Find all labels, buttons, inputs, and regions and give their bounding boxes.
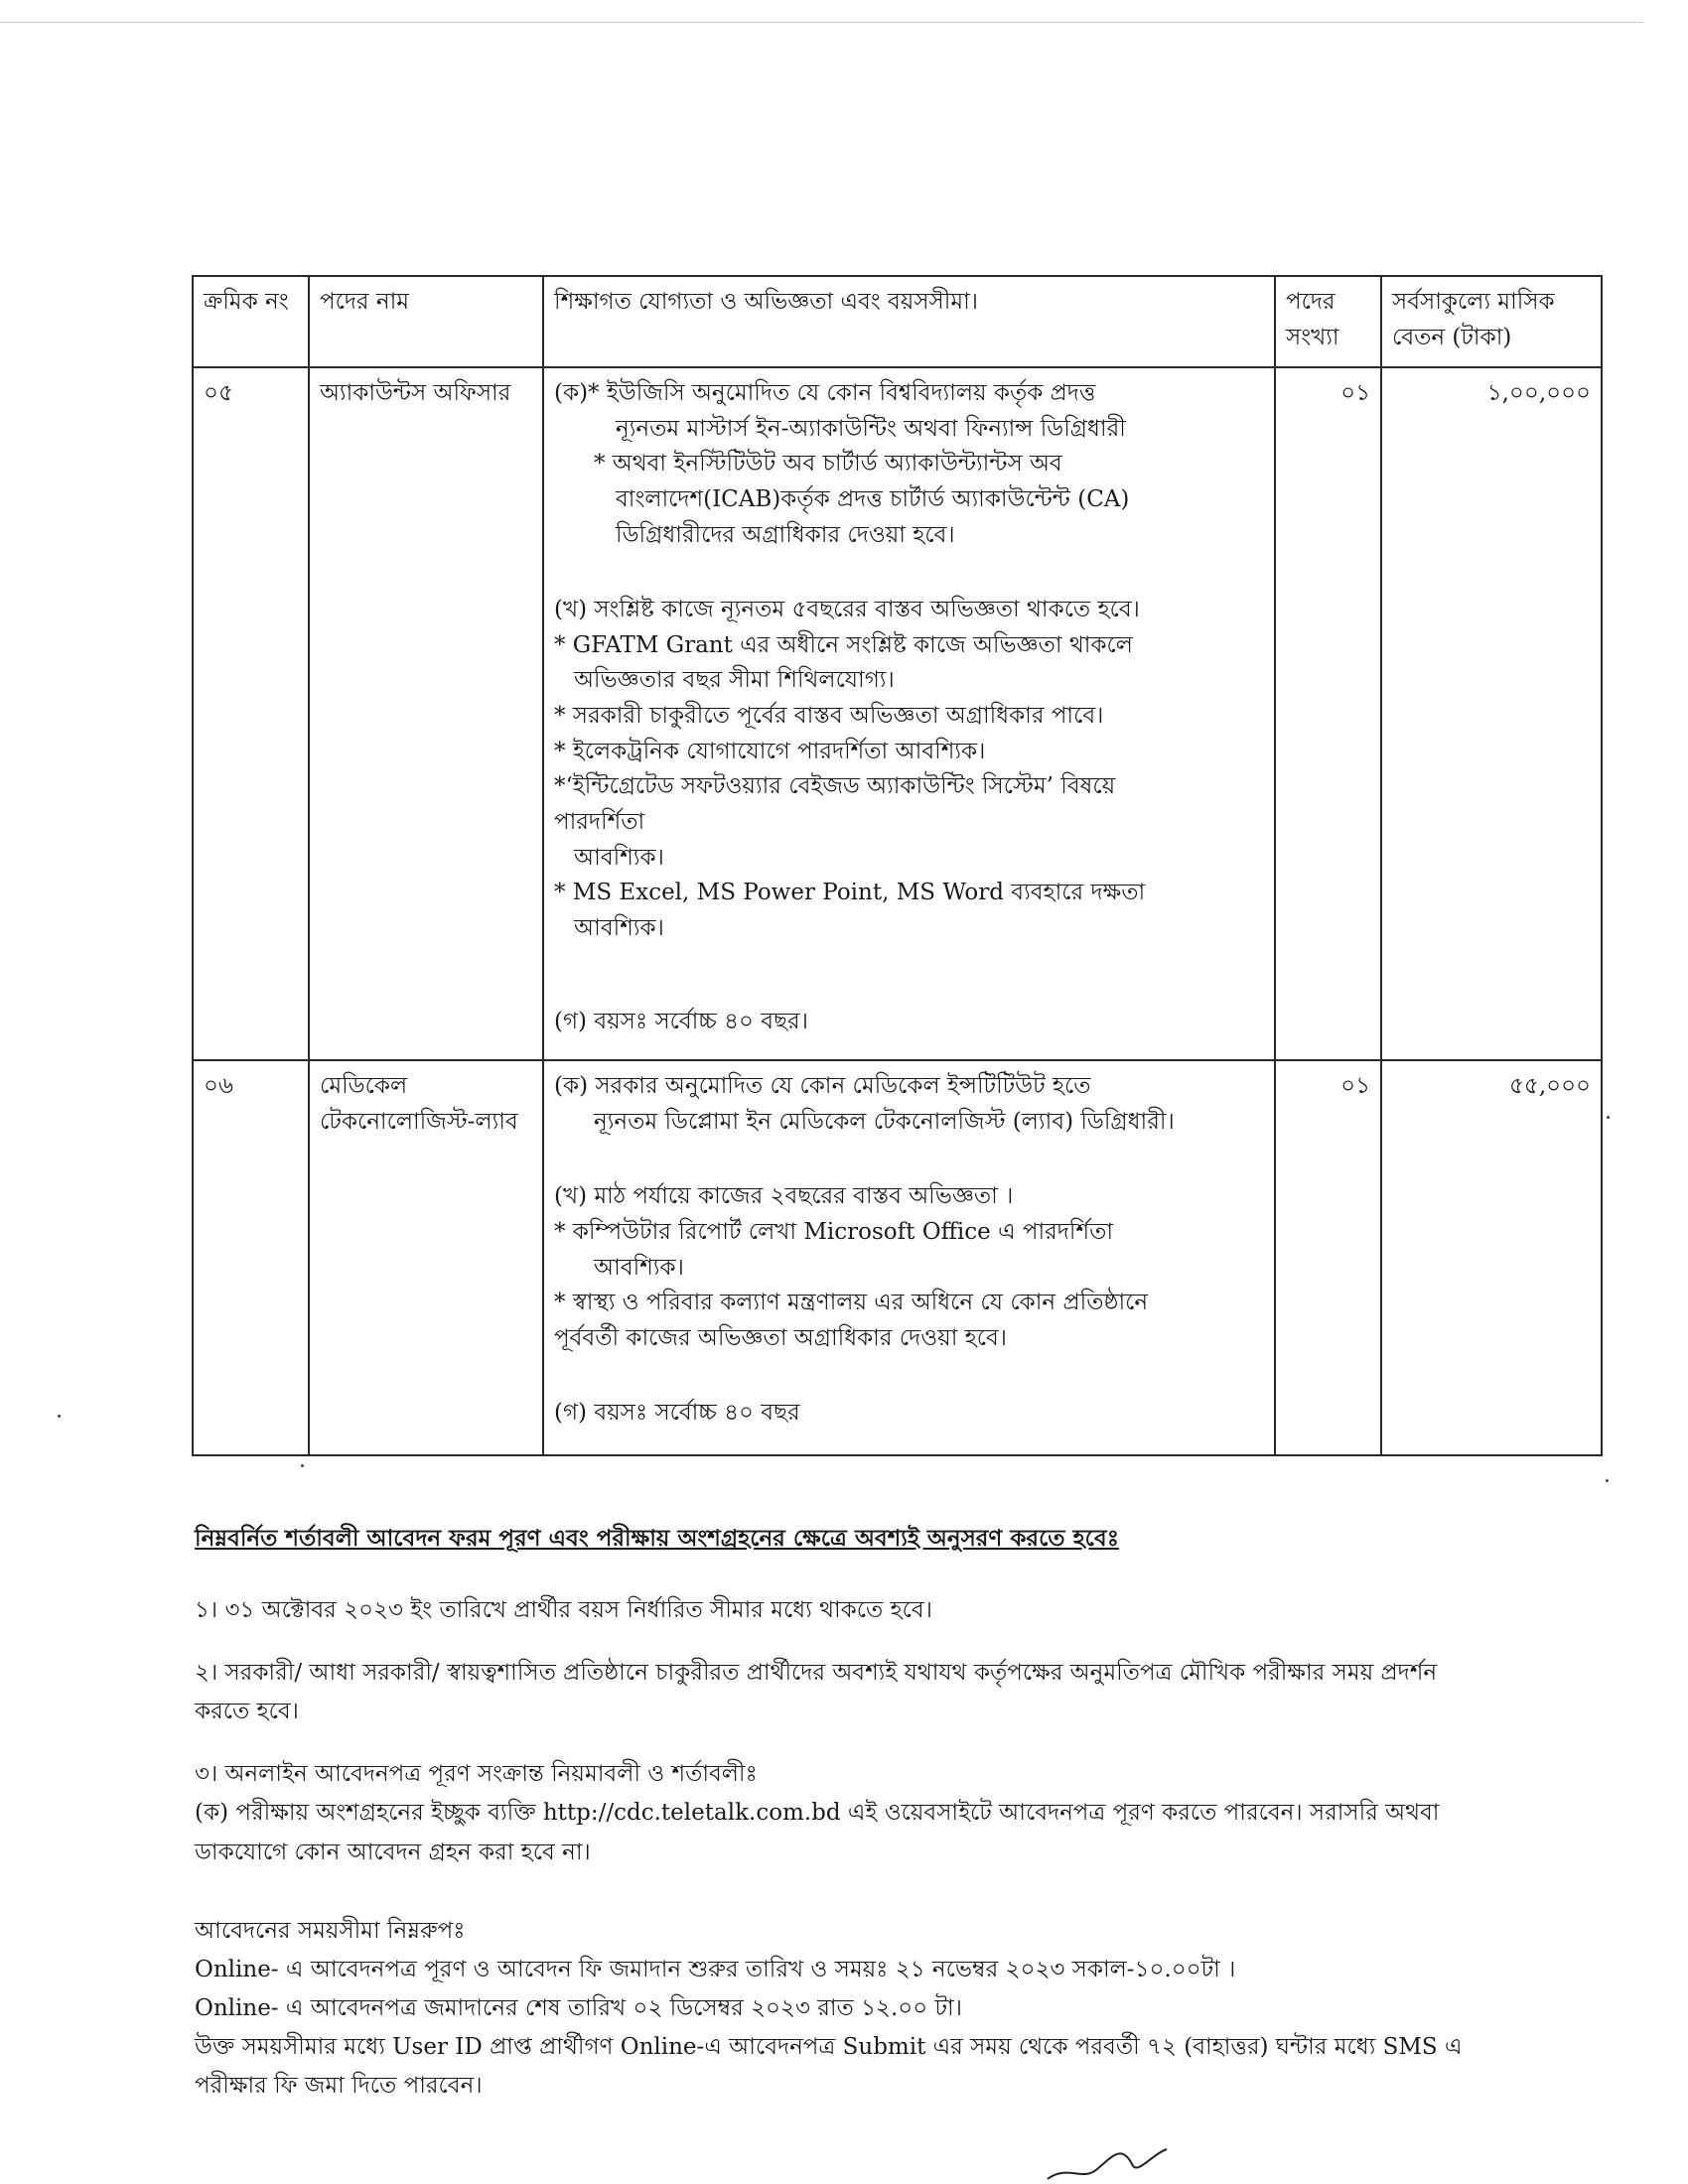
post-name-cell: অ্যাকাউন্টস অফিসার xyxy=(309,367,543,1060)
salary-cell: ১,০০,০০০ xyxy=(1381,367,1602,1060)
signature-mark xyxy=(1043,2134,1172,2184)
qualification-line: অভিজ্ঞতার বছর সীমা শিথিলযোগ্য। xyxy=(574,667,895,694)
deadline-line: উক্ত সময়সীমার মধ্যে User ID প্রাপ্ত প্রার্থীগণ Online-এ আবেদনপত্র Submit এর সময় থেকে পরবর্তী ৭২ (বাহাত্তর) ঘন্টার মধ্যে SMS এ পরীক্ষার ফি জমা দিতে পারবেন। xyxy=(195,2033,1463,2100)
condition-item: ৩। অনলাইন আবেদনপত্র পূরণ সংক্রান্ত নিয়মাবলী ও শর্তাবলীঃ xyxy=(195,1761,758,1788)
qualification-line: * অথবা ইনস্টিটিউট অব চার্টার্ড অ্যাকাউন্ট্যান্টস অব xyxy=(594,451,1062,478)
qualification-line: আবশ্যিক। xyxy=(594,1254,684,1281)
qualification-line: বাংলাদেশ(ICAB)কর্তৃক প্রদত্ত চার্টার্ড অ্যাকাউন্টেন্ট (CA) xyxy=(616,485,1130,512)
qualification-line: (খ) সংশ্লিষ্ট কাজে ন্যূনতম ৫বছরের বাস্তব অভিজ্ঞতা থাকতে হবে। xyxy=(554,597,1140,623)
qualification-line: (গ) বয়সঃ সর্বোচ্চ ৪০ বছর xyxy=(554,1400,800,1427)
qualification-line: ন্যূনতম মাস্টার্স ইন-অ্যাকাউন্টিং অথবা ফিন্যান্স ডিগ্রিধারী xyxy=(616,415,1126,442)
conditions-heading: নিম্নবর্নিত শর্তাবলী আবেদন ফরম পূরণ এবং পরীক্ষায় অংশগ্রহনের ক্ষেত্রে অবশ্যই অনুসরণ করতে হবেঃ xyxy=(195,1525,1119,1552)
header-monthly-salary: সর্বসাকুল্যে মাসিক বেতন (টাকা) xyxy=(1381,276,1602,367)
condition-item: ১। ৩১ অক্টোবর ২০২৩ ইং তারিখে প্রার্থীর বয়স নির্ধারিত সীমার মধ্যে থাকতে হবে। xyxy=(195,1597,932,1624)
scan-speck xyxy=(58,1415,61,1418)
qualification-line: ন্যূনতম ডিপ্লোমা ইন মেডিকেল টেকনোলজিস্ট (ল্যাব) ডিগ্রিধারী। xyxy=(594,1108,1175,1135)
header-post-count: পদের সংখ্যা xyxy=(1275,276,1381,367)
post-count-cell: ০১ xyxy=(1275,1060,1381,1455)
salary-cell: ৫৫,০০০ xyxy=(1381,1060,1602,1455)
qualification-line: * GFATM Grant এর অধীনে সংশ্লিষ্ট কাজে অভিজ্ঞতা থাকলে xyxy=(554,631,1133,658)
qualification-cell xyxy=(543,367,1275,1060)
qualification-line: আবশ্যিক। xyxy=(574,844,664,871)
qualification-line: * সরকারী চাকুরীতে পূর্বের বাস্তব অভিজ্ঞতা অগ্রাধিকার পাবে। xyxy=(554,703,1104,730)
header-qualification: শিক্ষাগত যোগ্যতা ও অভিজ্ঞতা এবং বয়সসীমা। xyxy=(543,276,1275,367)
table-row xyxy=(193,367,1602,1060)
deadline-title: আবেদনের সময়সীমা নিম্নরুপঃ xyxy=(195,1917,466,1944)
qualification-line: পারদর্শিতা xyxy=(554,809,645,836)
qualification-line: (ক) সরকার অনুমোদিত যে কোন মেডিকেল ইন্সটিটিউট হতে xyxy=(554,1073,1091,1099)
application-conditions xyxy=(195,1519,1485,2106)
scan-speck xyxy=(1606,1479,1609,1482)
qualification-line: আবশ্যিক। xyxy=(574,914,664,941)
qualification-line: ডিগ্রিধারীদের অগ্রাধিকার দেওয়া হবে। xyxy=(616,521,955,548)
qualification-line: (খ) মাঠ পর্যায়ে কাজের ২বছরের বাস্তব অভিজ্ঞতা । xyxy=(554,1183,1014,1210)
condition-item: ২। সরকারী/ আধা সরকারী/ স্বায়ত্বশাসিত প্রতিষ্ঠানে চাকুরীরত প্রার্থীদের অবশ্যই যথাযথ কর্তৃপক্ষের অনুমতিপত্র মৌখিক পরীক্ষার সময় প্রদর্শন করতে হবে। xyxy=(195,1660,1438,1725)
qualification-line: (ক)* ইউজিসি অনুমোদিত যে কোন বিশ্ববিদ্যালয় কর্তৃক প্রদত্ত xyxy=(554,380,1096,406)
serial-cell: ০৬ xyxy=(193,1060,309,1455)
qualification-line: * MS Excel, MS Power Point, MS Word ব্যবহারে দক্ষতা xyxy=(554,880,1146,906)
qualification-line: (গ) বয়সঃ সর্বোচ্চ ৪০ বছর। xyxy=(554,1008,808,1034)
qualification-line: * স্বাস্থ্য ও পরিবার কল্যাণ মন্ত্রণালয় এর অধিনে যে কোন প্রতিষ্ঠানে xyxy=(554,1290,1149,1316)
page-top-rule xyxy=(0,22,1643,23)
header-post-name: পদের নাম xyxy=(309,276,543,367)
header-serial: ক্রমিক নং xyxy=(193,276,309,367)
table-header-row xyxy=(193,276,1602,367)
table-row xyxy=(193,1060,1602,1455)
post-count-cell: ০১ xyxy=(1275,367,1381,1060)
condition-subitem: (ক) পরীক্ষায় অংশগ্রহনের ইচ্ছুক ব্যক্তি http://cdc.teletalk.com.bd এই ওয়েবসাইটে আবেদনপত্র পূরণ করতে পারবেন। সরাসরি অথবা ডাকযোগে কোন আবেদন গ্রহন করা হবে না। xyxy=(195,1800,1440,1865)
deadline-line: Online- এ আবেদনপত্র পূরণ ও আবেদন ফি জমাদান শুরুর তারিখ ও সময়ঃ ২১ নভেম্বর ২০২৩ সকাল-১০.০০টা । xyxy=(195,1956,1236,1982)
serial-cell: ০৫ xyxy=(193,367,309,1060)
post-name-cell: মেডিকেল টেকনোলোজিস্ট-ল্যাব xyxy=(309,1060,543,1455)
qualification-line: *‘ইন্টিগ্রেটেড সফটওয়্যার বেইজড অ্যাকাউন্টিং সিস্টেম’ বিষয়ে xyxy=(554,773,1116,800)
scan-speck xyxy=(1607,1116,1610,1119)
scan-speck xyxy=(301,1464,304,1467)
qualification-line: পূর্ববর্তী কাজের অভিজ্ঞতা অগ্রাধিকার দেওয়া হবে। xyxy=(554,1324,1008,1351)
deadline-line: Online- এ আবেদনপত্র জমাদানের শেষ তারিখ ০২ ডিসেম্বর ২০২৩ রাত ১২.০০ টা। xyxy=(195,1994,962,2021)
qualification-line: * ইলেকট্রনিক যোগাযোগে পারদর্শিতা আবশ্যিক। xyxy=(554,738,986,764)
qualification-line: * কম্পিউটার রিপোর্ট লেখা Microsoft Office এ পারদর্শিতা xyxy=(554,1218,1114,1245)
positions-table xyxy=(192,275,1603,1456)
qualification-cell xyxy=(543,1060,1275,1455)
